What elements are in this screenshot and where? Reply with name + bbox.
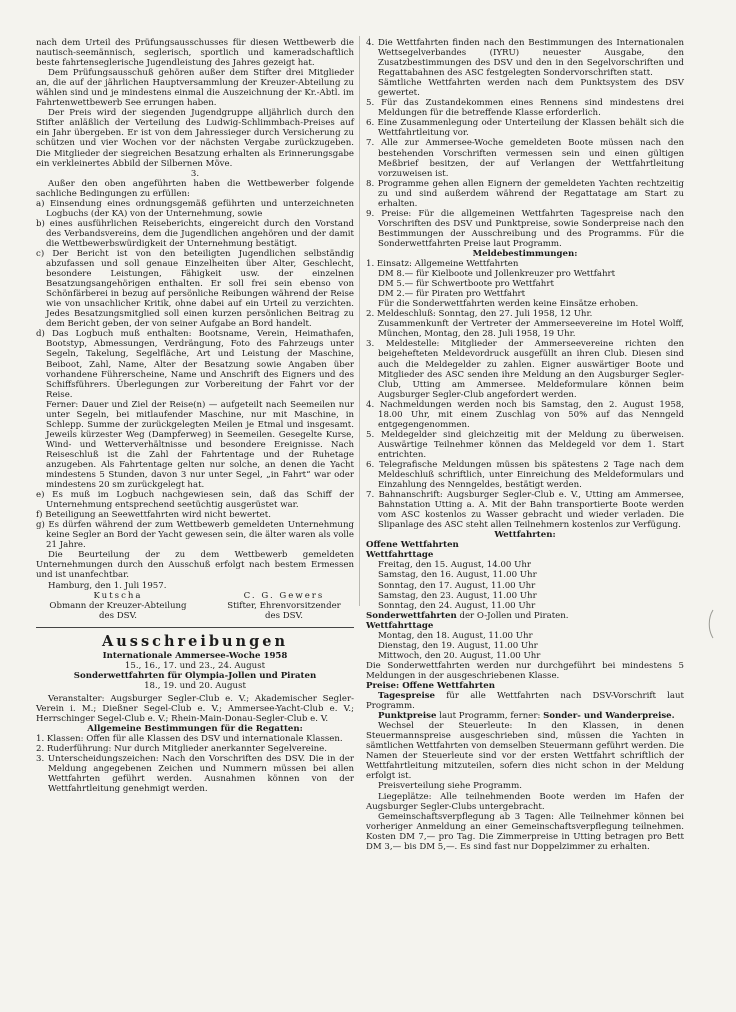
race-day: Sonntag, den 17. August, 11.00 Uhr xyxy=(378,580,536,591)
paragraph: Dem Prüfungsausschuß gehören außer dem Stifter drei Mitglieder an, die auf der jährlichen Hauptversammlung der Kreuzer-Abteilung zu wählen sind und je mindestens einmal die Auszeichnung der Kr.-Abtl. im Fahrtenwettbewerb See errungen haben. xyxy=(36,68,354,109)
list-item: b) eines ausführlichen Reiseberichts, eingereicht durch den Vorstand des Verbandsvereins, dem die Jugendlichen angehören und der damit die Wettbewerbswürdigkeit der Unternehmung bestätigt. xyxy=(36,218,354,249)
race-days-title: Wettfahrttage xyxy=(366,550,434,561)
signatory-name: Kutscha xyxy=(93,590,143,601)
signatory-name: C. G. Gewers xyxy=(243,590,325,601)
list-item: 4. Die Wettfahrten finden nach den Bestimmungen des Internationalen Wettsegelverbandes (IYRU) neuester Ausgabe, den Zusatzbestimmungen des DSV und den in den Segelvorschriften und Regattabahnen des ASC festgelegten Sondervorschriften statt. xyxy=(366,38,684,79)
list-item-continuation: Zusammenkunft der Vertreter der Ammerseevereine im Hotel Wolff, München, Montag, den 28. Juli 1958, 19 Uhr. xyxy=(378,319,684,340)
list-item-continuation: Ferner: Dauer und Ziel der Reise(n) — aufgeteilt nach Seemeilen nur unter Segeln, bei mitlaufender Maschine, nur mit Maschine, in Schlepp. Summe der zurückgelegten Meilen je Etmal und insgesamt. Jeweils kürzester Weg (Dampferweg) in Seemeilen. Gesegelte Kurse, Wind- und Wetterverhältnisse und besondere Ereignisse. Nach Reiseschluß ist die Zahl der Fahrtentage und der Ruhetage anzugeben. Als Fahrtentage gelten nur solche, an denen die Yacht mindestens 5 Stunden, davon 3 nur unter Segel, „in Fahrt“ war oder mindestens 20 sm zurückgelegt hat. xyxy=(46,399,354,491)
list-item: 3. Meldestelle: Mitglieder der Ammerseevereine richten den beigehefteten Meldevordruck ausgefüllt an ihren Club. Diesen sind auch die Meldegelder zu zahlen. Eigner auswärtiger Boote und Mitglieder des ASC senden ihre Meldung an den Augsburger Segler-Club, Utting am Ammersee. Meldeformulare können beim Augsburger Segler-Club angefordert werden. xyxy=(366,339,684,400)
page-edge-mark xyxy=(706,608,716,640)
list-item: f) Beteiligung an Seewettfahrten wird nicht bewertet. xyxy=(36,510,271,521)
paragraph: Wechsel der Steuerleute: In den Klassen, in denen Steuermannspreise ausgeschrieben sind, müssen die Yachten in sämtlichen Wettfahrten von demselben Steuermann geführt werden. Die Namen der Steuerleute sind vor der ersten Wettfahrt schriftlich der Wettfahrtleitung mitzuteilen, sofern dies nicht schon in der Meldung erfolgt ist. xyxy=(366,721,684,782)
race-day: Freitag, den 15. August, 14.00 Uhr xyxy=(378,560,532,571)
list-item: 6. Eine Zusammenlegung oder Unterteilung der Klassen behält sich die Wettfahrtleitung vor. xyxy=(366,118,684,139)
race-days-title: Wettfahrttage xyxy=(366,620,434,631)
race-group-line xyxy=(366,611,684,621)
subsection-title: Allgemeine Bestimmungen für die Regatten: xyxy=(87,724,303,735)
list-item: 2. Ruderführung: Nur durch Mitglieder anerkannter Segelvereine. xyxy=(36,744,327,755)
race-day: Samstag, den 16. August, 11.00 Uhr xyxy=(378,570,537,581)
prize-type: Punktpreise xyxy=(378,711,437,722)
section-divider xyxy=(36,627,354,628)
list-item: 8. Programme gehen allen Eignern der gemeldeten Yachten rechtzeitig zu und sind außerdem während der Regattatage am Start zu erhalten. xyxy=(366,178,684,209)
signatory-role: Obmann der Kreuzer-Abteilung xyxy=(49,600,187,611)
list-item: 5. Für das Zustandekommen eines Rennens sind mindestens drei Meldungen für die betreffende Klasse erforderlich. xyxy=(366,98,684,119)
list-item: 5. Meldegelder sind gleichzeitig mit der Meldung zu überweisen. Auswärtige Teilnehmer können das Meldegeld vor dem 1. Start entrichten. xyxy=(366,429,684,460)
list-item: g) Es dürfen während der zum Wettbewerb gemeldeten Unternehmung keine Segler an Bord der Yacht gewesen sein, die älter waren als volle 21 Jahre. xyxy=(36,520,354,551)
fee-line: DM 8.— für Kielboote und Jollenkreuzer pro Wettfahrt xyxy=(378,269,616,280)
list-item: 2. Meldeschluß: Sonntag, den 27. Juli 1958, 12 Uhr. xyxy=(366,309,593,320)
paragraph: Außer den oben angeführten haben die Wettbewerber folgende sachliche Bedingungen zu erfüllen: xyxy=(36,178,354,199)
prize-line xyxy=(366,711,684,721)
race-day: Dienstag, den 19. August, 11.00 Uhr xyxy=(378,640,538,651)
signatory-role: des DSV. xyxy=(265,610,303,621)
list-item: e) Es muß im Logbuch nachgewiesen sein, daß das Schiff der Unternehmung entsprechend seetüchtig ausgerüstet war. xyxy=(36,490,354,511)
list-item: 9. Preise: Für die allgemeinen Wettfahrten Tagespreise nach den Vorschriften des DSV und Punktpreise, sowie Sonderpreise nach den Bestimmungen der Ausschreibung und des Programms. Für die Sonderwettfahrten Preise laut Programm. xyxy=(366,208,684,249)
signature-block xyxy=(36,591,354,621)
signatory-role: Stifter, Ehrenvorsitzender xyxy=(227,600,341,611)
race-day: Montag, den 18. August, 11.00 Uhr xyxy=(378,630,533,641)
paragraph: Gemeinschaftsverpflegung ab 3 Tagen: Alle Teilnehmer können bei vorheriger Anmeldung an einer Gemeinschaftsverpflegung teilnehmen. Kosten DM 7,— pro Tag. Die Zimmerpreise in Utting betragen pro Bett DM 3,— bis DM 5,—. Es sind fast nur Doppelzimmer zu erhalten. xyxy=(366,811,684,852)
section-heading: Ausschreibungen xyxy=(102,632,288,650)
prizes-title: Preise: Offene Wettfahrten xyxy=(366,681,495,691)
subsection-title: Wettfahrten: xyxy=(494,530,556,541)
race-group-title: Sonderwettfahrten xyxy=(366,610,457,621)
paragraph: Die Sonderwettfahrten werden nur durchgeführt bei mindestens 5 Meldungen in der ausgeschriebenen Klasse. xyxy=(366,660,684,681)
race-group-rest: der O-Jollen und Piraten. xyxy=(456,610,569,621)
column-divider xyxy=(359,36,360,606)
right-column xyxy=(366,38,684,852)
event-title: Internationale Ammersee-Woche 1958 xyxy=(102,650,288,661)
prize-type: Tagespreise xyxy=(378,691,436,702)
race-day: Mittwoch, den 20. August, 11.00 Uhr xyxy=(378,650,541,661)
race-day: Sonntag, den 24. August, 11.00 Uhr xyxy=(378,600,536,611)
paragraph: Liegeplätze: Alle teilnehmenden Boote werden im Hafen der Augsburger Segler-Clubs untergebracht. xyxy=(366,791,684,812)
event-title: Sonderwettfahrten für Olympia-Jollen und Piraten xyxy=(73,670,317,681)
paragraph: Der Preis wird der siegenden Jugendgruppe alljährlich durch den Stifter anläßlich der Verteilung des Ludwig-Schlimmbach-Preises auf ein Jahr übergeben. Er ist von dem Jahressieger durch Versicherung zu schützen und vier Wochen vor der nächsten Vergabe zurückzugeben. Die Mitglieder der siegreichen Besatzung erhalten als Erinnerungsgabe ein verkleinertes Abbild der Silbernen Möve. xyxy=(36,108,354,169)
list-item: 4. Nachmeldungen werden noch bis Samstag, den 2. August 1958, 18.00 Uhr, mit einem Zuschlag von 50% auf das Nenngeld entgegengenommen. xyxy=(366,399,684,430)
left-column xyxy=(36,38,354,794)
race-group-title: Offene Wettfahrten xyxy=(366,540,459,551)
list-item: 3. Unterscheidungszeichen: Nach den Vorschriften des DSV. Die in der Meldung angegebenen Zeichen und Nummern müssen bei allen Wettfahrten geführt werden. Ausnahmen können von der Wettfahrtleitung genehmigt werden. xyxy=(36,754,354,795)
prize-type: Sonder- und Wanderpreise. xyxy=(543,711,675,722)
list-item: d) Das Logbuch muß enthalten: Bootsname, Verein, Heimathafen, Bootstyp, Abmessungen, Verdrängung, Foto des Fahrzeugs unter Segeln, Takelung, Segelfläche, Art und Leistung der Maschine, Beiboot, Zahl, Name, Alter der Besatzung sowie Angaben über vorhandene Führerscheine, Name und Anschrift des Eigners und des Schiffsführers. Überlegungen zur Vorbereitung der Fahrt vor der Reise. xyxy=(36,329,354,400)
list-item: 7. Bahnanschrift: Augsburger Segler-Club e. V., Utting am Ammersee, Bahnstation Utting a. A. Mit der Bahn transportierte Boote werden vom ASC kostenlos zu Wasser gebracht und wieder verladen. Die Slipanlage des ASC steht allen Teilnehmern kostenlos zur Verfügung. xyxy=(366,490,684,531)
fee-line: DM 5.— für Schwertboote pro Wettfahrt xyxy=(378,279,554,290)
list-item: 1. Klassen: Offen für alle Klassen des DSV und internationale Klassen. xyxy=(36,734,343,745)
list-item-continuation: Sämtliche Wettfahrten werden nach dem Punktsystem des DSV gewertet. xyxy=(378,78,684,99)
section-number: 3. xyxy=(190,168,200,179)
paragraph: Die Beurteilung der zu dem Wettbewerb gemeldeten Unternehmungen durch den Ausschuß erfolgt nach bestem Ermessen und ist unanfechtbar. xyxy=(36,550,354,581)
organizers: Veranstalter: Augsburger Segler-Club e. V.; Akademischer Segler-Verein i. M.; Dießner Segel-Club e. V.; Ammersee-Yacht-Club e. V.; Herrschinger Segel-Club e. V.; Rhein-Main-Donau-Segler-Club e. V. xyxy=(36,693,354,724)
race-day: Samstag, den 23. August, 11.00 Uhr xyxy=(378,590,537,601)
prize-text: für alle Wettfahrten nach DSV-Vorschrift laut Programm. xyxy=(366,691,684,712)
list-item: c) Der Bericht ist von den beteiligten Jugendlichen selbständig abzufassen und soll genaue Einzelheiten über Alter, Geschlecht, besondere Leistungen, Fähigkeit usw. der einzelnen Besatzungsangehörigen enthalten. Er soll frei sein ebenso von Schönfärberei in bezug auf persönliche Reibungen während der Reise wie von unsachlicher Kritik, ohne dabei auf ein Urteil zu verzichten. Jedes Besatzungsmitglied soll einen kurzen persönlichen Beitrag zu dem Bericht geben, der von seiner Aufgabe an Bord handelt. xyxy=(36,248,354,330)
event-dates: 15., 16., 17. und 23., 24. August xyxy=(124,660,266,671)
signature-right xyxy=(214,591,354,621)
list-item: 6. Telegrafische Meldungen müssen bis spätestens 2 Tage nach dem Meldeschluß schriftlich, unter Einreichung des Meldeformulars und Einzahlung des Nenngeldes, bestätigt werden. xyxy=(366,459,684,491)
signatory-role: des DSV. xyxy=(99,610,137,621)
list-item: 1. Einsatz: Allgemeine Wettfahrten xyxy=(366,259,519,270)
prize-line xyxy=(366,691,684,711)
list-item: 7. Alle zur Ammersee-Woche gemeldeten Boote müssen nach den bestehenden Vorschriften vermessen sein und einen gültigen Meßbrief besitzen, der auf Verlangen der Wettfahrtleitung vorzuweisen ist. xyxy=(366,138,684,179)
fee-line: DM 2.— für Piraten pro Wettfahrt xyxy=(378,289,526,300)
paragraph: Preisverteilung siehe Programm. xyxy=(378,781,522,792)
date-line: Hamburg, den 1. Juli 1957. xyxy=(48,580,167,591)
fee-line: Für die Sonderwettfahrten werden keine Einsätze erhoben. xyxy=(378,299,639,310)
signature-left xyxy=(48,591,188,621)
event-dates: 18., 19. und 20. August xyxy=(144,680,246,691)
paragraph: nach dem Urteil des Prüfungsausschusses für diesen Wettbewerb die nautisch-seemännisch, seglerisch, sportlich und kameradschaftlich beste fahrtenseglerische Jugendleistung des Jahres gezeigt hat. xyxy=(36,38,354,69)
list-item: a) Einsendung eines ordnungsgemäß geführten und unterzeichneten Logbuchs (der KA) von der Unternehmung, sowie xyxy=(36,198,354,219)
subsection-title: Meldebestimmungen: xyxy=(472,248,578,259)
prize-text: laut Programm, ferner: xyxy=(436,711,544,722)
